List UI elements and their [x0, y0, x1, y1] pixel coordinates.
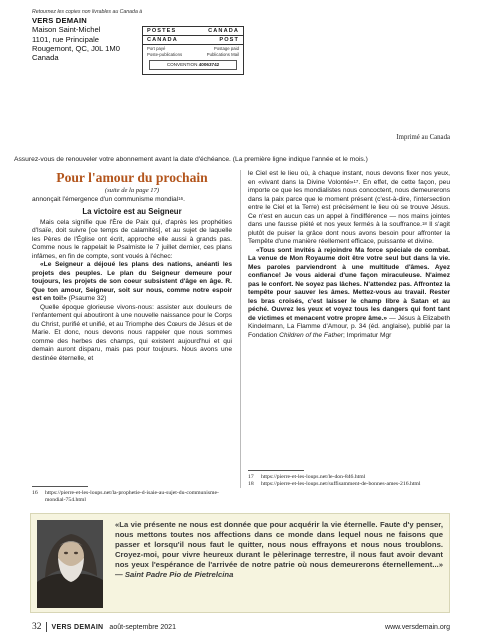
postage-canada-fr: CANADA: [208, 28, 239, 34]
convention-label: CONVENTION: [166, 62, 198, 67]
magazine-name: VERS DEMAIN: [51, 624, 104, 631]
footnote: [32, 490, 232, 504]
footnote-link[interactable]: https://pierre-et-les-loups.net/suffisamment-de-bonnes-ames-216.html: [261, 481, 421, 487]
scripture-quote: [32, 261, 232, 304]
footnote-link[interactable]: https://pierre-et-les-loups.net/la-prophetie-d-isaie-au-sujet-du-communisme-mondial-754.html: [45, 490, 219, 503]
publisher-name: VERS DEMAIN: [32, 16, 87, 25]
page-footer: [32, 622, 450, 632]
footnote: [248, 474, 450, 481]
quote-text: [115, 520, 443, 580]
revelation-source-end: ; Imprimatur Mgr: [342, 331, 392, 339]
postage-postage-paid: Postage paid: [213, 46, 239, 51]
article-continuation: (suite de la page 17): [104, 187, 160, 194]
revelation-quote: [248, 247, 450, 341]
footnote-ref-18[interactable]: 18: [421, 221, 427, 226]
return-address: [32, 16, 120, 62]
postage-canada-en: CANADA: [147, 37, 178, 43]
footnote: [248, 481, 450, 488]
address-line-3: Rougemont, QC, J0L 1M0: [32, 43, 120, 53]
paragraph: annonçait l'émergence d'un communisme mondial$^{16}$.: [32, 196, 185, 203]
article-column-right: [248, 170, 450, 340]
footnote-number: 18: [248, 481, 254, 487]
quote-body: «La vie présente ne nous est donnée que pour acquérir la vie éternelle. Faute d'y penser, nous mettons toutes nos affections dans ce monde dans lequel nous ne faisons que passer et lorsqu'il nous faut le quitter, nous nous effrayons et nous nous troublons. Croyez-moi, pour vivre heureux durant le pèlerinage terrestre, il nous faut avoir devant nos yeux l'espérance de l'arrivée de notre patrie où nous demeurerons éternellement...»: [115, 520, 443, 569]
postage-postes: POSTES: [147, 28, 177, 34]
revelation-source: — Jésus à Elizabeth Kindelmann, La Flamme d'Amour, p. 34 (éd. anglaise), publié par la Fondation: [248, 314, 450, 339]
padre-pio-portrait: [37, 520, 103, 608]
renewal-notice: Assurez-vous de renouveler votre abonnement avant la date d'échéance. (La première ligne indique l'année et le mois.): [14, 156, 368, 163]
convention-number: 40063742: [198, 62, 220, 67]
paragraph-text: . En effet, de cette façon, peu importe ce que les mondialistes nous concoctent, nous demeurerons dans la paix parce que le moment présent (c'est-à-dire, l'intersection entre le Ciel et la Terre) est précisément le lieu où se trouve Jésus. Ce n'est en aucun cas un appel à l'indifférence — nos mains jointes dans une fausse piété et nos yeux fermés à la souffrance.: [248, 178, 450, 228]
column-divider: [240, 170, 241, 488]
padre-pio-quote-box: [30, 513, 450, 613]
paragraph: [248, 170, 450, 247]
issue-date: août-septembre 2021: [109, 624, 176, 631]
section-heading: La victoire est au Seigneur: [82, 206, 182, 216]
footnote-ref-16[interactable]: 16: [178, 196, 184, 201]
postage-poste-publications: Poste-publications: [147, 52, 183, 57]
paragraph: Quelle époque glorieuse vivons-nous: assister aux douleurs de l'enfantement qui aboutiront à une nouvelle naissance pour le Corps du Christ, purifié et unifié, et au Triomphe des Cœurs de Jésus et de Marie. Et donc, nous devons nous rappeler que nous sommes comme des herbes des champs, qui existent aujourd'hui et qui demain auront disparu, mais pas pour toujours. Nous avons une destinée éternelle, et: [32, 303, 232, 362]
footnote-rule: [32, 486, 88, 487]
footnote-ref-17[interactable]: 17: [353, 178, 359, 184]
scripture-text: «Le Seigneur a déjoué les plans des nations, anéanti les projets des peuples. Le plan du Seigneur demeure pour toujours, les projets de son coeur subsistent d'âge en âge. R. Que ton amour, Seigneur, soit sur nous, comme notre espoir est en toi!»: [32, 261, 232, 302]
convention-number-box: [149, 60, 237, 70]
paragraph-text: Il s'agit plutôt de puiser la grâce dont nous avons besoin pour affronter la Tempête d'une manière réellement efficace, puissante et divine.: [248, 221, 450, 245]
article-column-left: [32, 170, 232, 363]
postage-publications-mail: Publications Mail: [206, 52, 239, 57]
address-line-1: Maison Saint-Michel: [32, 25, 101, 35]
address-line-4: Canada: [32, 53, 59, 63]
article-title: Pour l'amour du prochain: [56, 170, 208, 185]
website-link[interactable]: www.versdemain.org: [385, 624, 450, 631]
footnotes-right: [248, 470, 450, 488]
postage-post: POST: [219, 37, 239, 43]
revelation-text: «Tous sont invités à rejoindre Ma force spéciale de combat. La venue de Mon Royaume doit être votre seul but dans la vie. Mes paroles parviendront à une multitude d'âmes. Ayez confiance! Je vous aiderai d'une façon miraculeuse. N'aimez pas le confort. Ne soyez pas lâches. N'attendez pas. Affrontez la tempête pour sauver les âmes. Mettez-vous au travail. Rester les bras croisés, c'est laisser le champ libre à Satan et au péché. Ouvrez les yeux et voyez tous les dangers qui font tant de victimes et menacent votre propre âme.»: [248, 246, 450, 322]
paragraph: Mais cela signifie que l'Ère de Paix qui, d'après les prophéties d'Isaïe, doit suivre [ce temps de calamités], et au sujet de laquelle les Pères de l'Église ont écrit, approche elle aussi à grands pas. Comme nous le rappelait le Psalmiste le 7 juillet dernier, ces plans infâmes, en fin de compte, sont voués à l'échec:: [32, 218, 232, 260]
page-number: 32: [32, 622, 47, 632]
footnote-number: 17: [248, 474, 254, 480]
portrait-image: [37, 520, 103, 608]
scripture-source: (Psaume 32): [66, 295, 107, 302]
footnote-link[interactable]: https://pierre-et-les-loups.net/le-don-846.html: [261, 474, 366, 480]
paragraph-text: annonçait l'émergence d'un communisme mondial: [32, 196, 179, 203]
quote-attribution: — Saint Padre Pio de Pietrelcina: [115, 570, 234, 579]
footnotes-left: [32, 486, 232, 504]
return-address-note: Retournez les copies non livrables au Canada à: [32, 9, 143, 15]
postage-port-paye: Port payé: [147, 46, 166, 51]
printed-in-canada: Imprimé au Canada: [396, 134, 450, 141]
foundation-name: Children of the Father: [279, 331, 343, 339]
address-line-2: 1101, rue Principale: [32, 34, 99, 44]
postage-indicia: [142, 26, 244, 75]
footnote-rule: [248, 470, 304, 471]
paragraph-text: le Ciel est le lieu où, à chaque instant, nous devons fixer nos yeux, en «vivant dans la Divine Volonté»: [248, 170, 450, 186]
footnote-number: 16: [32, 490, 38, 496]
